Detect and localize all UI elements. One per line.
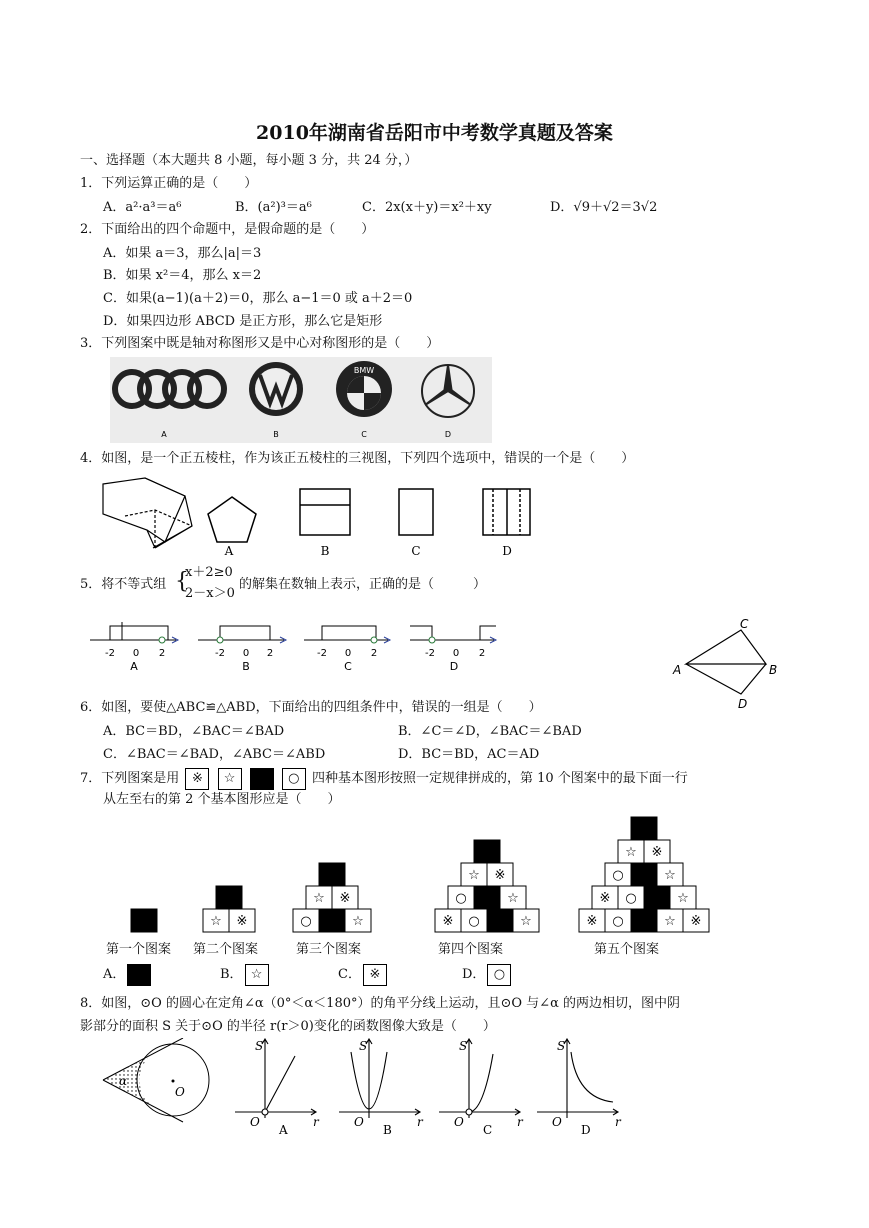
q7-shape-circle: ○: [282, 768, 306, 790]
svg-text:0: 0: [242, 648, 250, 659]
pattern-cell-symbol: ○: [625, 891, 637, 906]
q7-option-c-shape: ※: [363, 964, 387, 986]
q3-logos-figure: [110, 357, 492, 443]
pattern4-cell: [474, 886, 500, 909]
pattern-cell-symbol: ○: [455, 891, 467, 906]
q5-label-a: A: [130, 660, 138, 673]
pattern5-cell: [631, 909, 657, 932]
pattern-cell-symbol: ☆: [625, 845, 637, 860]
pattern-cell-symbol: ※: [690, 914, 702, 929]
pattern5-cell: [631, 817, 657, 840]
q8-label-d: D: [581, 1123, 591, 1137]
q7-stem-pre: 7．下列图案是用: [80, 771, 180, 786]
q6-option-a: A．BC＝BD，∠BAC＝∠BAD: [103, 724, 285, 739]
page-title: 2010年湖南省岳阳市中考数学真题及答案: [256, 122, 613, 144]
vw-logo: [249, 362, 303, 416]
pattern-cell-symbol: ☆: [468, 868, 480, 883]
q2-option-a: A．如果 a＝3，那么|a|＝3: [103, 246, 262, 261]
q8-axis-label: O: [250, 1115, 260, 1129]
q7-patterns-figure: [95, 812, 715, 937]
pattern-cell-symbol: ※: [494, 868, 506, 883]
svg-text:2: 2: [266, 648, 274, 659]
pattern1-cell: [131, 909, 157, 932]
q8-graph-curve-d: [571, 1052, 613, 1102]
svg-text:0: 0: [132, 648, 140, 659]
q7-option-d: D． ○: [462, 962, 513, 988]
q8-axis-label: O: [552, 1115, 562, 1129]
pattern-cell-symbol: ☆: [664, 868, 676, 883]
q6-option-c: C．∠BAC＝∠BAD，∠ABC＝∠ABD: [103, 747, 326, 762]
svg-text:-2: -2: [215, 648, 225, 659]
q2-option-d: D．如果四边形 ABCD 是正方形，那么它是矩形: [103, 314, 383, 329]
pattern3-cell: [319, 863, 345, 886]
q8-axis-label: S: [459, 1039, 468, 1053]
q4-option-a-pentagon: [208, 497, 256, 542]
q2-stem: 2．下面给出的四个命题中，是假命题的是（ ）: [80, 222, 375, 237]
pattern-cell-symbol: ※: [339, 891, 351, 906]
pattern-cell-symbol: ☆: [313, 891, 325, 906]
point-b-label: B: [769, 663, 778, 677]
q1-option-c: C．2x(x＋y)＝x²＋xy: [362, 200, 492, 215]
q5-label-b: B: [242, 660, 250, 673]
alpha-label: α: [119, 1074, 128, 1088]
q8-label-b: B: [383, 1123, 392, 1137]
q5-label-d: D: [449, 660, 459, 673]
q2-option-b: B．如果 x²＝4，那么 x＝2: [103, 268, 262, 283]
pattern-cell-symbol: ○: [612, 914, 624, 929]
bmw-logo-text: BMW: [353, 366, 375, 375]
pattern-cell-symbol: ○: [612, 868, 624, 883]
pattern-cell-symbol: ☆: [677, 891, 689, 906]
q8-graph-curve-a: [265, 1056, 295, 1112]
q7-option-b-shape: ☆: [245, 964, 269, 986]
svg-text:-2: -2: [317, 648, 327, 659]
q4-label-d: D: [502, 544, 512, 558]
q5-number-lines: [88, 618, 508, 676]
q7-shape-star: ☆: [218, 768, 242, 790]
pattern4-cell: [474, 840, 500, 863]
q4-label-a: A: [224, 544, 234, 558]
q7-caption-1: 第一个图案: [106, 942, 172, 957]
q7-caption-4: 第四个图案: [438, 942, 504, 957]
pattern3-cell: [319, 909, 345, 932]
q4-option-b-view: [300, 489, 350, 535]
q5-brace: {: [175, 569, 189, 594]
pattern5-cell: [644, 886, 670, 909]
q7-caption-3: 第三个图案: [296, 942, 362, 957]
svg-text:-2: -2: [105, 648, 115, 659]
q1-stem: 1．下列运算正确的是（ ）: [80, 176, 258, 191]
q5-stem-post: 的解集在数轴上表示，正确的是（ ）: [239, 577, 487, 592]
q7-caption-2: 第二个图案: [193, 942, 259, 957]
q4-stem: 4．如图，是一个正五棱柱，作为该正五棱柱的三视图，下列四个选项中，错误的一个是（ ）: [80, 451, 635, 466]
q4-option-c-view: [399, 489, 433, 535]
q7-option-a: A．: [103, 962, 153, 988]
svg-text:-2: -2: [425, 648, 435, 659]
q7-option-a-shape: [127, 964, 151, 986]
q4-prism-figure: [95, 470, 555, 562]
pattern5-cell: [631, 863, 657, 886]
q4-label-b: B: [320, 544, 330, 558]
section-heading: 一、选择题（本大题共 8 小题，每小题 3 分，共 24 分，）: [80, 153, 418, 168]
q5-inequality-1: x＋2≥0: [185, 565, 233, 580]
q7-option-d-shape: ○: [487, 964, 511, 986]
q5-label-c: C: [344, 660, 352, 673]
pattern-cell-symbol: ○: [468, 914, 480, 929]
svg-text:0: 0: [344, 648, 352, 659]
q8-axis-label: S: [359, 1039, 368, 1053]
svg-text:2: 2: [478, 648, 486, 659]
svg-text:2: 2: [370, 648, 378, 659]
q5-stem-pre: 5．将不等式组: [80, 577, 167, 592]
q8-stem-line1: 8．如图，⊙O 的圆心在定角∠α（0°＜α＜180°）的角平分线上运动，且⊙O 与∠α 的两边相切，图中阴: [80, 996, 680, 1011]
pattern-cell-symbol: ☆: [210, 914, 222, 929]
q8-axis-label: r: [313, 1115, 319, 1129]
q8-figures: [95, 1038, 655, 1138]
q3-label-c: C: [361, 430, 367, 439]
q7-option-c: C． ※: [338, 962, 389, 988]
pattern4-cell: [487, 909, 513, 932]
q8-axis-label: S: [255, 1039, 264, 1053]
q6-option-b: B．∠C＝∠D，∠BAC＝∠BAD: [398, 724, 582, 739]
q7-shape-reference: ※: [185, 768, 209, 790]
pattern-cell-symbol: ☆: [507, 891, 519, 906]
point-c-label: C: [740, 617, 749, 631]
pattern-cell-symbol: ※: [651, 845, 663, 860]
q8-stem-line2: 影部分的面积 S 关于⊙O 的半径 r(r＞0)变化的函数图像大致是（ ）: [80, 1019, 496, 1034]
q8-label-a: A: [279, 1123, 288, 1137]
q6-option-d: D．BC＝BD，AC＝AD: [398, 747, 540, 762]
q7-caption-5: 第五个图案: [594, 942, 660, 957]
pattern-cell-symbol: ※: [442, 914, 454, 929]
pattern-cell-symbol: ○: [300, 914, 312, 929]
svg-text:0: 0: [452, 648, 460, 659]
q7-option-b: B． ☆: [220, 962, 271, 988]
q8-axis-label: O: [354, 1115, 364, 1129]
q3-label-b: B: [273, 430, 279, 439]
q8-label-c: C: [483, 1123, 493, 1137]
q3-label-a: A: [161, 430, 167, 439]
pattern-cell-symbol: ☆: [520, 914, 532, 929]
q7-stem-line2: 从左至右的第 2 个基本图形应是（ ）: [103, 792, 341, 807]
q6-triangle-figure: [668, 614, 783, 714]
bmw-logo: [336, 361, 392, 417]
q5-inequality-2: 2－x＞0: [185, 586, 235, 601]
q1-option-a: A．a²·a³＝a⁶: [103, 200, 182, 215]
q3-stem: 3．下列图案中既是轴对称图形又是中心对称图形的是（ ）: [80, 336, 440, 351]
q1-option-b: B．(a²)³＝a⁶: [235, 200, 312, 215]
pattern2-cell: [216, 886, 242, 909]
pattern-cell-symbol: ☆: [664, 914, 676, 929]
q8-axis-label: r: [615, 1115, 621, 1129]
pattern-cell-symbol: ※: [236, 914, 248, 929]
center-label: O: [175, 1085, 185, 1099]
q8-graph-curve-c: [469, 1054, 493, 1112]
q7-stem: [80, 766, 688, 792]
pattern-cell-symbol: ☆: [352, 914, 364, 929]
q4-option-d-view: [483, 489, 530, 535]
q8-axis-label: S: [557, 1039, 566, 1053]
q8-axis-label: O: [454, 1115, 464, 1129]
q8-axis-label: r: [417, 1115, 423, 1129]
pentagonal-prism: [103, 478, 192, 548]
svg-text:2: 2: [158, 648, 166, 659]
q1-option-d: D．√9＋√2＝3√2: [550, 200, 658, 215]
point-a-label: A: [673, 663, 682, 677]
q4-label-c: C: [411, 544, 421, 558]
angle-circle-figure: [103, 1038, 209, 1122]
q7-shape-black: [250, 768, 274, 790]
q8-axis-label: r: [517, 1115, 523, 1129]
q6-stem: 6．如图，要使△ABC≌△ABD，下面给出的四组条件中，错误的一组是（ ）: [80, 700, 542, 715]
q2-option-c: C．如果(a−1)(a＋2)＝0，那么 a−1＝0 或 a＋2＝0: [103, 291, 413, 306]
q3-label-d: D: [444, 430, 452, 439]
q7-stem-post: 四种基本图形按照一定规律拼成的，第 10 个图案中的最下面一行: [311, 771, 688, 786]
point-d-label: D: [738, 697, 748, 711]
pattern-cell-symbol: ※: [586, 914, 598, 929]
pattern-cell-symbol: ※: [599, 891, 611, 906]
